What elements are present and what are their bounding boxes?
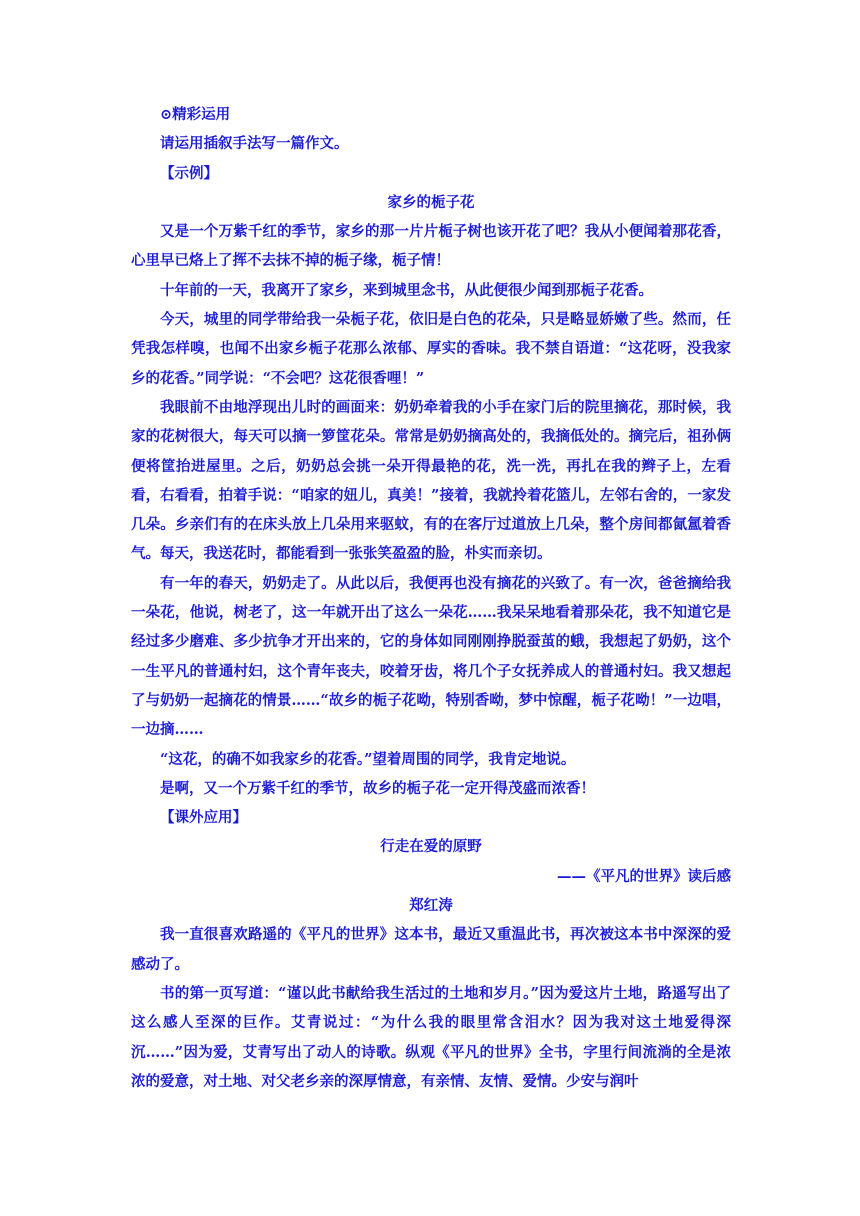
example-label: 【示例】 [160,164,218,182]
essay1-title: 家乡的栀子花 [387,193,475,211]
instruction-text: 请运用插叙手法写一篇作文。 [160,135,349,153]
essay1-paragraph: 又是一个万紫千红的季节，家乡的那一片片栀子树也该开花了吧？我从小便闻着那花香，心里早已烙上了挥不去抹不掉的栀子缘，栀子情！ [131,223,731,270]
section-heading: ⊙精彩运用 [160,106,231,123]
essay1-paragraph: 是啊，又一个万紫千红的季节，故乡的栀子花一定开得茂盛而浓香！ [160,779,595,797]
essay1-paragraph: 今天，城里的同学带给我一朵栀子花，依旧是白色的花朵，只是略显娇嫩了些。然而，任凭我怎样嗅，也闻不出家乡栀子花那么浓郁、厚实的香味。我不禁自语道：“这花呀，没我家乡的花香。”同学说：“不会吧？这花很香哩！” [131,311,731,387]
document-page [131,100,731,1096]
essay1-paragraph: 有一年的春天，奶奶走了。从此以后，我便再也没有摘花的兴致了。有一次，爸爸摘给我一朵花，他说，树老了，这一年就开出了这么一朵花……我呆呆地看着那朵花，我不知道它是经过多少磨难、多少抗争才开出来的，它的身体如同刚刚挣脱蚕茧的蛾，我想起了奶奶，这个一生平凡的普通村妇，这个青年丧夫，咬着牙齿，将几个子女抚养成人的普通村妇。我又想起了与奶奶一起摘花的情景……“故乡的栀子花呦，特别香呦，梦中惊醒，栀子花呦！”一边唱，一边摘…… [131,574,731,739]
essay1-paragraph: 我眼前不由地浮现出儿时的画面来：奶奶牵着我的小手在家门后的院里摘花，那时候，我家的花树很大，每天可以摘一箩筐花朵。常常是奶奶摘高处的，我摘低处的。摘完后，祖孙俩便将筐抬进屋里。之后，奶奶总会挑一朵开得最艳的花，洗一洗，再扎在我的辫子上，左看看，右看看，拍着手说：“咱家的妞儿，真美！”接着，我就拎着花篮儿，左邻右舍的，一家发几朵。乡亲们有的在床头放上几朵用来驱蚊，有的在客厅过道放上几朵，整个房间都氤氲着香气。每天，我送花时，都能看到一张张笑盈盈的脸，朴实而亲切。 [131,398,731,563]
essay2-author: 郑红涛 [409,897,453,915]
essay1-paragraph: 十年前的一天，我离开了家乡，来到城里念书，从此便很少闻到那栀子花香。 [160,281,653,299]
essay2-title: 行走在爱的原野 [380,838,482,856]
extra-label: 【课外应用】 [160,809,247,827]
essay2-paragraph: 书的第一页写道：“谨以此书献给我生活过的土地和岁月。”因为爱这片土地，路遥写出了这么感人至深的巨作。艾青说过：“为什么我的眼里常含泪水？因为我对这土地爱得深沉……”因为爱，艾青写出了动人的诗歌。纵观《平凡的世界》全书，字里行间流淌的全是浓浓的爱意，对土地、对父老乡亲的深厚情意，有亲情、友情、爱情。少安与润叶 [131,984,731,1090]
essay2-subtitle: ——《平凡的世界》读后感 [557,867,731,885]
essay2-paragraph: 我一直很喜欢路遥的《平凡的世界》这本书，最近又重温此书，再次被这本书中深深的爱感动了。 [131,926,731,973]
essay1-paragraph: “这花，的确不如我家乡的花香。”望着周围的同学，我肯定地说。 [160,750,576,768]
